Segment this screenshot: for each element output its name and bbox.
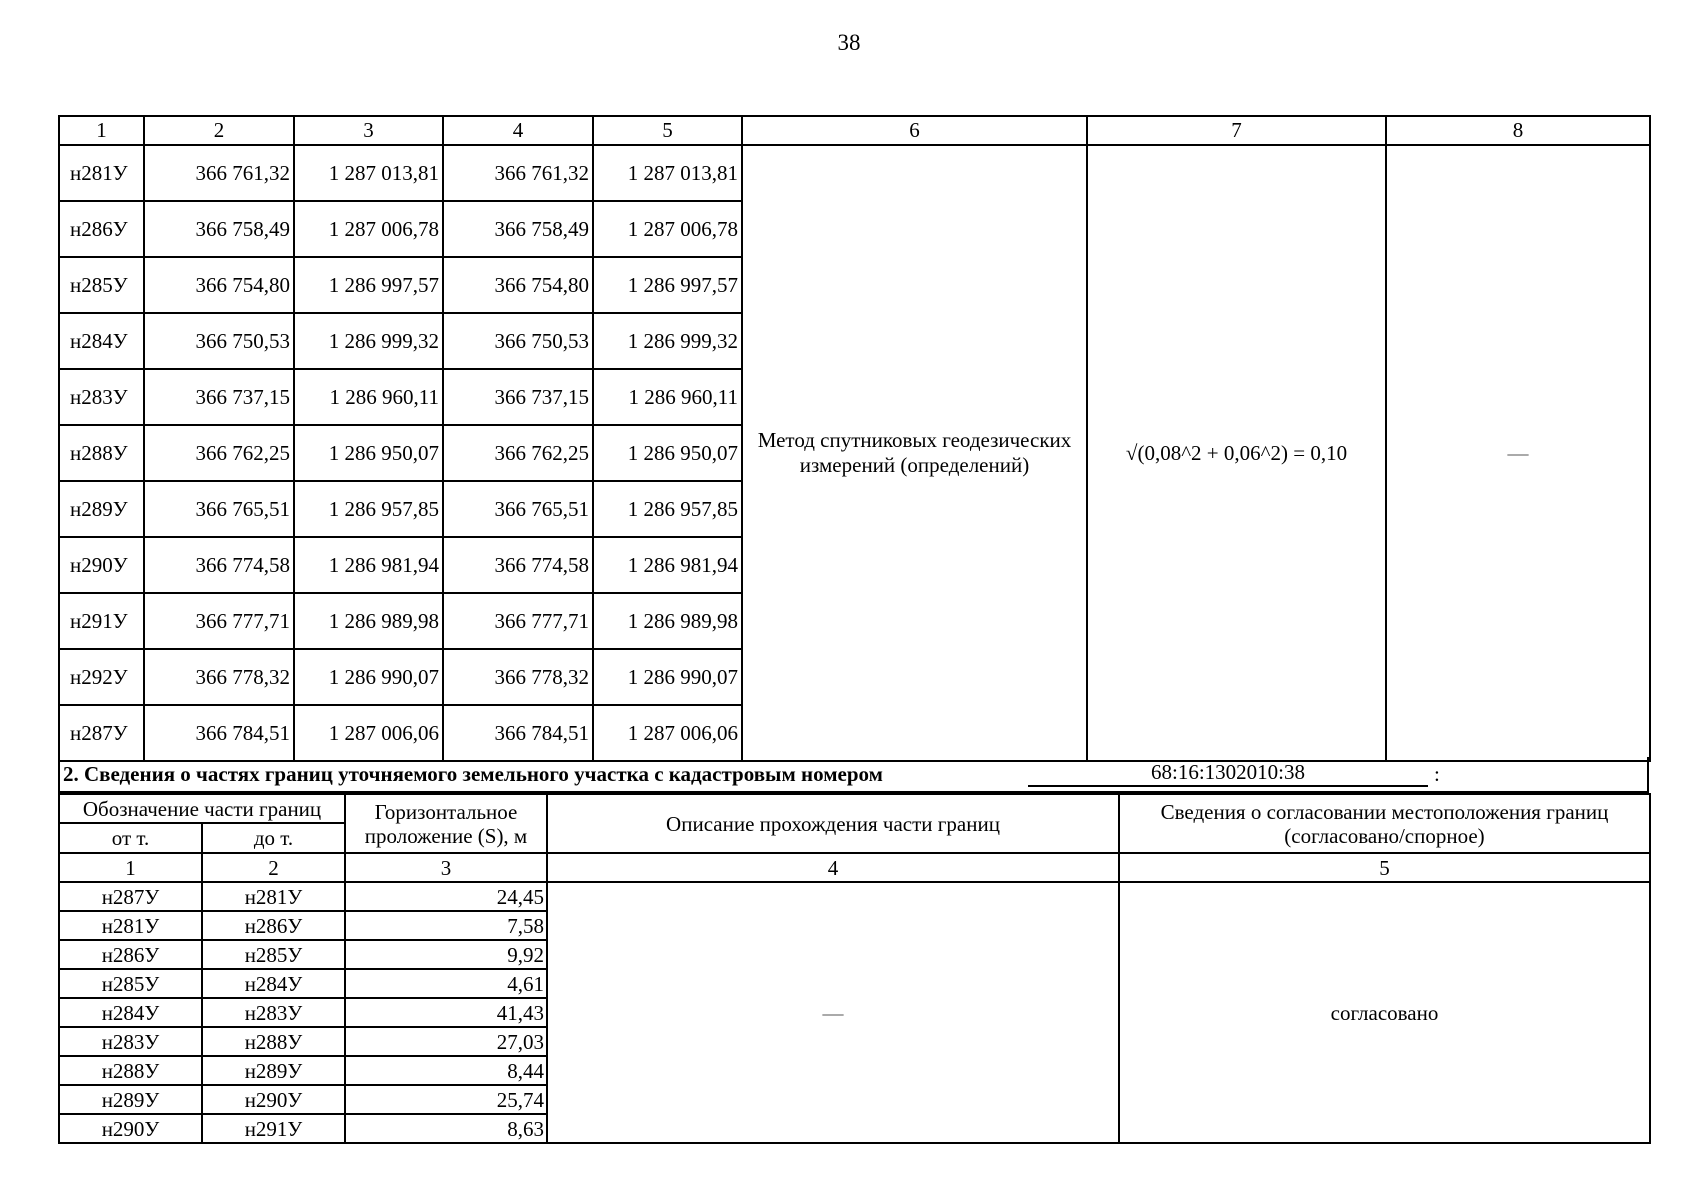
coord-y-existing: 1 287 013,81 [294, 145, 443, 201]
point-code: н283У [59, 369, 144, 425]
coord-y-refined: 1 286 981,94 [593, 537, 742, 593]
from-point: н288У [59, 1056, 202, 1085]
point-code: н289У [59, 481, 144, 537]
coord-y-refined: 1 287 013,81 [593, 145, 742, 201]
column-number-row [59, 116, 1650, 145]
point-code: н281У [59, 145, 144, 201]
coord-x-refined: 366 761,32 [443, 145, 593, 201]
to-point: н290У [202, 1085, 345, 1114]
header-agreement: Сведения о согласовании местоположения границ (согласовано/спорное) [1119, 794, 1650, 853]
header-row [59, 794, 1650, 823]
column-number: 5 [1119, 853, 1650, 882]
distance: 9,92 [345, 940, 547, 969]
coord-y-refined: 1 286 950,07 [593, 425, 742, 481]
to-point: н288У [202, 1027, 345, 1056]
coord-x-existing: 366 737,15 [144, 369, 294, 425]
coord-y-refined: 1 286 989,98 [593, 593, 742, 649]
point-code: н287У [59, 705, 144, 761]
coord-x-refined: 366 758,49 [443, 201, 593, 257]
column-number: 3 [345, 853, 547, 882]
to-point: н284У [202, 969, 345, 998]
distance: 41,43 [345, 998, 547, 1027]
coord-x-existing: 366 778,32 [144, 649, 294, 705]
column-number-row [59, 853, 1650, 882]
to-point: н291У [202, 1114, 345, 1143]
from-point: н284У [59, 998, 202, 1027]
description-cell: — [547, 882, 1119, 1143]
distance: 25,74 [345, 1085, 547, 1114]
from-point: н281У [59, 911, 202, 940]
coord-y-refined: 1 286 960,11 [593, 369, 742, 425]
header-to: до т. [202, 823, 345, 853]
coord-y-refined: 1 286 997,57 [593, 257, 742, 313]
coord-x-refined: 366 778,32 [443, 649, 593, 705]
column-number: 3 [294, 116, 443, 145]
distance: 24,45 [345, 882, 547, 911]
column-number: 8 [1386, 116, 1650, 145]
method-cell: Метод спутниковых геодезических измерений (определений) [742, 145, 1087, 761]
table-row [59, 145, 1650, 201]
section-2-caption [58, 757, 1649, 793]
coord-y-refined: 1 287 006,06 [593, 705, 742, 761]
distance: 27,03 [345, 1027, 547, 1056]
coord-y-existing: 1 286 999,32 [294, 313, 443, 369]
column-number: 4 [443, 116, 593, 145]
distance: 8,63 [345, 1114, 547, 1143]
page-number: 38 [837, 30, 861, 55]
accuracy-cell: √(0,08^2 + 0,06^2) = 0,10 [1087, 145, 1386, 761]
coord-x-existing: 366 765,51 [144, 481, 294, 537]
coord-x-existing: 366 762,25 [144, 425, 294, 481]
header-description: Описание прохождения части границ [547, 794, 1119, 853]
distance: 4,61 [345, 969, 547, 998]
coord-x-existing: 366 774,58 [144, 537, 294, 593]
point-code: н291У [59, 593, 144, 649]
column-number: 5 [593, 116, 742, 145]
coord-y-refined: 1 286 990,07 [593, 649, 742, 705]
coord-y-refined: 1 286 957,85 [593, 481, 742, 537]
from-point: н286У [59, 940, 202, 969]
from-point: н290У [59, 1114, 202, 1143]
point-code: н290У [59, 537, 144, 593]
point-code: н286У [59, 201, 144, 257]
column-number: 1 [59, 116, 144, 145]
coord-x-refined: 366 777,71 [443, 593, 593, 649]
to-point: н286У [202, 911, 345, 940]
coord-x-refined: 366 774,58 [443, 537, 593, 593]
coord-x-existing: 366 761,32 [144, 145, 294, 201]
point-code: н292У [59, 649, 144, 705]
coord-x-refined: 366 765,51 [443, 481, 593, 537]
cadastral-number: 68:16:1302010:38 [1028, 759, 1428, 787]
column-number: 2 [202, 853, 345, 882]
section-2-title: 2. Сведения о частях границ уточняемого земельного участка с кадастровым номером [63, 762, 883, 786]
coord-x-refined: 366 737,15 [443, 369, 593, 425]
distance: 7,58 [345, 911, 547, 940]
column-number: 4 [547, 853, 1119, 882]
coord-x-existing: 366 754,80 [144, 257, 294, 313]
from-point: н287У [59, 882, 202, 911]
point-code: н288У [59, 425, 144, 481]
coord-x-existing: 366 784,51 [144, 705, 294, 761]
coord-x-existing: 366 758,49 [144, 201, 294, 257]
coord-x-refined: 366 754,80 [443, 257, 593, 313]
coord-y-existing: 1 287 006,78 [294, 201, 443, 257]
point-code: н285У [59, 257, 144, 313]
coord-x-refined: 366 750,53 [443, 313, 593, 369]
caption-colon: : [1434, 762, 1440, 786]
table-row [59, 882, 1650, 911]
from-point: н283У [59, 1027, 202, 1056]
to-point: н283У [202, 998, 345, 1027]
column-number: 6 [742, 116, 1087, 145]
coord-x-existing: 366 777,71 [144, 593, 294, 649]
coord-y-existing: 1 286 997,57 [294, 257, 443, 313]
coord-y-refined: 1 286 999,32 [593, 313, 742, 369]
coord-x-existing: 366 750,53 [144, 313, 294, 369]
column-8-cell: — [1386, 145, 1650, 761]
coord-x-refined: 366 762,25 [443, 425, 593, 481]
coordinates-table [58, 115, 1651, 762]
to-point: н289У [202, 1056, 345, 1085]
coord-y-existing: 1 286 957,85 [294, 481, 443, 537]
coord-y-existing: 1 286 989,98 [294, 593, 443, 649]
to-point: н285У [202, 940, 345, 969]
header-from: от т. [59, 823, 202, 853]
header-part: Обозначение части границ [59, 794, 345, 823]
agreement-cell: согласовано [1119, 882, 1650, 1143]
coord-y-existing: 1 286 950,07 [294, 425, 443, 481]
header-distance: Горизонтальное проложение (S), м [345, 794, 547, 853]
column-number: 7 [1087, 116, 1386, 145]
coord-y-existing: 1 286 960,11 [294, 369, 443, 425]
distance: 8,44 [345, 1056, 547, 1085]
coord-y-existing: 1 286 981,94 [294, 537, 443, 593]
point-code: н284У [59, 313, 144, 369]
from-point: н285У [59, 969, 202, 998]
coord-x-refined: 366 784,51 [443, 705, 593, 761]
coord-y-existing: 1 287 006,06 [294, 705, 443, 761]
from-point: н289У [59, 1085, 202, 1114]
column-number: 2 [144, 116, 294, 145]
boundary-parts-table [58, 793, 1651, 1144]
coord-y-refined: 1 287 006,78 [593, 201, 742, 257]
column-number: 1 [59, 853, 202, 882]
coord-y-existing: 1 286 990,07 [294, 649, 443, 705]
to-point: н281У [202, 882, 345, 911]
